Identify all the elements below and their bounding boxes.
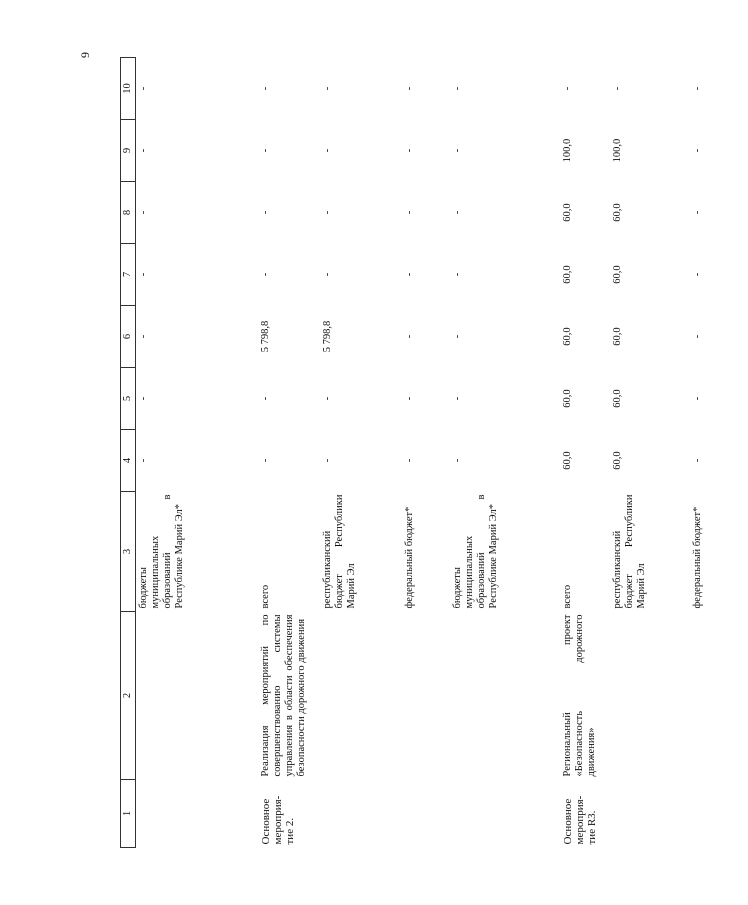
- value-cell: -: [691, 86, 703, 91]
- value-cell: -: [451, 86, 463, 91]
- value-cell: -: [691, 272, 703, 277]
- value-cell: 5 798,8: [259, 320, 271, 353]
- activity-number-cell: [690, 780, 748, 848]
- value-cell: -: [403, 272, 415, 277]
- value-cell: -: [321, 148, 333, 153]
- table-row: [136, 58, 258, 848]
- value-cell: -: [321, 458, 333, 463]
- value-cell: -: [403, 334, 415, 339]
- value-cell: -: [259, 272, 271, 277]
- value-cell: 60,0: [561, 451, 573, 470]
- activity-number-cell: [320, 780, 402, 848]
- value-cell: 60,0: [611, 451, 623, 470]
- header-cell: 1: [121, 780, 136, 848]
- value-cell: 5 798,8: [321, 320, 333, 353]
- activity-number-cell: [450, 780, 560, 848]
- value-cell: -: [138, 396, 149, 401]
- value-cell: -: [138, 334, 149, 339]
- header-cell: 10: [121, 58, 136, 120]
- activity-name-cell: [450, 612, 560, 780]
- value-cell: -: [403, 210, 415, 215]
- value-cell: -: [451, 148, 463, 153]
- value-cell: -: [451, 272, 463, 277]
- header-cell: 7: [121, 244, 136, 306]
- value-cell: -: [561, 86, 573, 91]
- table-row: [450, 58, 560, 848]
- value-cell: -: [691, 458, 703, 463]
- activity-name-cell: [402, 612, 450, 780]
- value-cell: -: [259, 210, 271, 215]
- value-cell: -: [691, 334, 703, 339]
- value-cell: 60,0: [561, 389, 573, 408]
- value-cell: 60,0: [611, 389, 623, 408]
- value-cell: -: [691, 148, 703, 153]
- table-row: [258, 58, 320, 848]
- value-cell: -: [451, 458, 463, 463]
- value-cell: -: [138, 148, 149, 153]
- value-cell: -: [138, 272, 149, 277]
- value-cell: -: [321, 210, 333, 215]
- value-cell: -: [138, 86, 149, 91]
- header-cell: 5: [121, 368, 136, 430]
- funding-source-cell: всего: [561, 584, 573, 609]
- rotated-table-container: [120, 58, 703, 848]
- activity-number-cell: Основное мероприя-тие R3.: [561, 795, 598, 845]
- table-row: [320, 58, 402, 848]
- funding-source-cell: республиканский бюджет Республики Марий Эл: [611, 494, 647, 609]
- header-cell: 3: [121, 492, 136, 612]
- value-cell: -: [138, 210, 149, 215]
- activity-name-cell: [690, 612, 748, 780]
- page-number: 9: [78, 52, 92, 58]
- activity-name-cell: Реализация мероприятий по совершенствованию системы управления в области обеспечения безопасности дорожного движения: [259, 614, 307, 777]
- header-cell: 2: [121, 612, 136, 780]
- activity-name-cell: Региональный проект «Безопасность дорожного движения»: [561, 614, 597, 777]
- activity-name-cell: [610, 612, 690, 780]
- value-cell: 60,0: [561, 327, 573, 346]
- header-cell: 4: [121, 430, 136, 492]
- funding-source-cell: федеральный бюджет*: [691, 506, 703, 609]
- value-cell: 60,0: [561, 265, 573, 284]
- header-row: [121, 58, 136, 848]
- value-cell: -: [138, 458, 149, 463]
- funding-source-cell: бюджеты муниципальных образований в Республике Марий Эл*: [138, 494, 185, 609]
- value-cell: 60,0: [611, 327, 623, 346]
- value-cell: -: [259, 458, 271, 463]
- value-cell: -: [691, 210, 703, 215]
- budget-table: [120, 57, 748, 848]
- funding-source-cell: республиканский бюджет Республики Марий Эл: [321, 494, 357, 609]
- header-cell: 6: [121, 306, 136, 368]
- activity-number-cell: Основное мероприя-тие 2.: [259, 795, 296, 845]
- funding-source-cell: бюджеты муниципальных образований в Республике Марий Эл*: [451, 494, 499, 609]
- funding-source-cell: федеральный бюджет*: [403, 506, 415, 609]
- activity-number-cell: [136, 780, 258, 848]
- activity-number-cell: [610, 780, 690, 848]
- value-cell: 60,0: [561, 203, 573, 222]
- table-row: [690, 58, 748, 848]
- table-row: [560, 58, 610, 848]
- activity-number-cell: [402, 780, 450, 848]
- value-cell: -: [259, 396, 271, 401]
- value-cell: -: [259, 86, 271, 91]
- value-cell: -: [321, 396, 333, 401]
- value-cell: 100,0: [611, 138, 623, 163]
- value-cell: -: [451, 334, 463, 339]
- value-cell: -: [451, 210, 463, 215]
- activity-name-cell: [320, 612, 402, 780]
- value-cell: -: [403, 396, 415, 401]
- value-cell: -: [403, 148, 415, 153]
- value-cell: 60,0: [611, 265, 623, 284]
- table-row: [402, 58, 450, 848]
- value-cell: -: [259, 148, 271, 153]
- value-cell: -: [691, 396, 703, 401]
- activity-name-cell: [136, 612, 258, 780]
- value-cell: 60,0: [611, 203, 623, 222]
- value-cell: -: [321, 272, 333, 277]
- value-cell: 100,0: [561, 138, 573, 163]
- funding-source-cell: всего: [259, 584, 271, 609]
- table-row: [610, 58, 690, 848]
- value-cell: -: [451, 396, 463, 401]
- header-cell: 8: [121, 182, 136, 244]
- value-cell: -: [403, 86, 415, 91]
- value-cell: -: [611, 86, 623, 91]
- header-cell: 9: [121, 120, 136, 182]
- value-cell: -: [321, 86, 333, 91]
- value-cell: -: [403, 458, 415, 463]
